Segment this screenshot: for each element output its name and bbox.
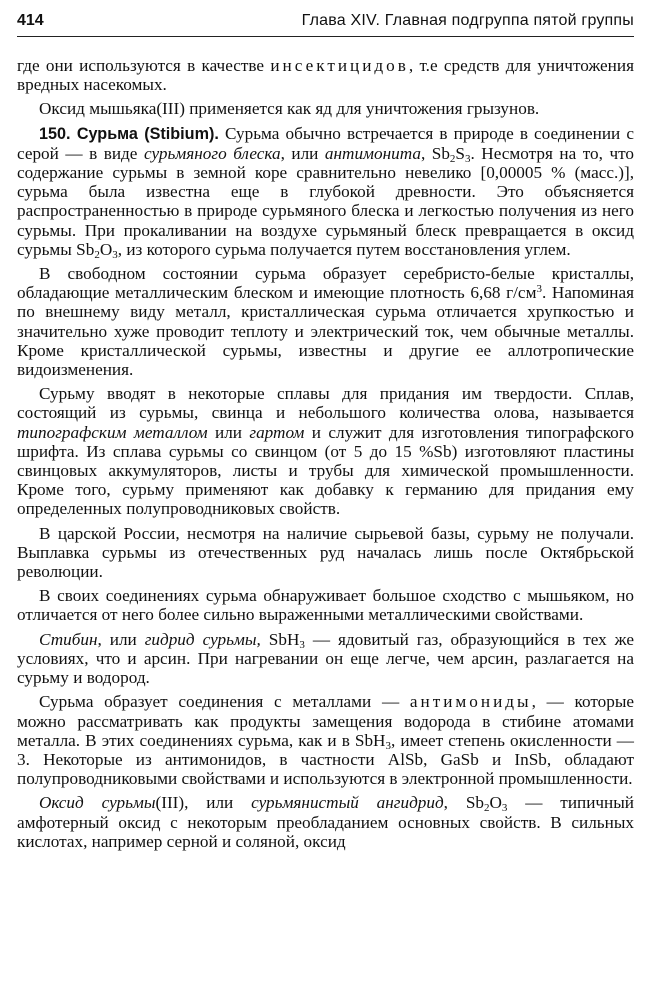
paragraph-alloys	[17, 384, 634, 518]
text-run: O	[99, 239, 113, 259]
subscript: 3	[464, 152, 471, 165]
paragraph-antimonides	[17, 692, 634, 788]
text-run: Сурьму вводят в некоторые сплавы для придания им твердости. Сплав, состоящий из сурьмы, свинца и небольшого количества олова, называется	[17, 384, 634, 423]
paragraph-insecticides	[17, 56, 634, 94]
italic-term: типографским металлом	[17, 422, 208, 442]
subscript: 2	[483, 802, 490, 815]
text-run: . Несмотря на то, что содержание сурьмы в земной коре сравнительно невелико [0,00005 % (масс.)], сурьма была известна еще в глубокой древности. Это объясняется распространенностью в природе сурьмяного блеска и легкостью получения из него сурьмы. При прокаливании на воздухе сурьмяный блеск превращается в оксид сурьмы Sb	[17, 143, 634, 259]
text-run: и служит для изготовления типографского шрифта. Из сплава сурьмы со свинцом (от 5 до 15 %Sb) изготовляют пластины свинцовых аккумуляторов, листы и трубы для химической промышленности. Кроме того, сурьму применяют как добавку к германию для придания ему определенных полупроводниковых свойств.	[17, 422, 634, 519]
paragraph-compounds	[17, 586, 634, 624]
text-run: , — которые можно рассматривать как продукты замещения водорода в стибине атомами металла. В этих соединениях сурьма, как и в SbH	[17, 692, 635, 750]
paragraph-antimony-intro	[17, 124, 634, 259]
italic-term: гидрид сурьмы,	[144, 629, 261, 649]
subscript: 3	[299, 638, 305, 651]
text-run: — ядовитый газ, образующийся в тех же условиях, что и арсин. При нагревании он еще легче, чем арсин, разлагается на сурьму и водород.	[17, 629, 634, 688]
text-run: , Sb	[443, 793, 484, 813]
text-run: где они используются в качестве	[17, 56, 271, 75]
text-run: , или	[280, 143, 325, 163]
text-run: , или	[97, 629, 145, 649]
paragraph-antimony-oxide	[17, 793, 634, 851]
spaced-term: антимониды	[409, 692, 532, 712]
italic-term: сурьмяного блеска	[143, 143, 281, 163]
subscript: 2	[449, 152, 456, 165]
text-run: . Напоминая по внешнему виду металл, кристаллическая сурьма отличается хрупкостью и значительно хуже проводит теплоту и электрический ток, чем обычные металлы. Кроме кристаллической сурьмы, известны и другие ее аллотропические видоизменения.	[17, 283, 635, 380]
paragraph-free-state	[17, 264, 634, 379]
text-run: S	[455, 143, 465, 163]
text-run: SbH	[260, 629, 300, 649]
body-text	[17, 56, 634, 856]
paragraph-arsenic-oxide	[17, 99, 634, 118]
subscript: 3	[385, 739, 391, 752]
section-heading: 150. Сурьма (Stibium).	[39, 124, 219, 143]
subscript: 3	[112, 248, 118, 261]
text-run: , Sb	[420, 143, 450, 163]
superscript: 3	[536, 283, 542, 296]
text-run: , т.е средств для уничтожения вредных насекомых.	[17, 56, 634, 95]
spaced-term: инсектицидов	[270, 56, 409, 75]
italic-term: антимонита	[324, 143, 421, 163]
text-run: В царской России, несмотря на наличие сырьевой базы, сурьму не получали. Выплавка сурьмы из отечественных руд началась лишь после Октябрьской революции.	[17, 523, 634, 582]
text-run: В своих соединениях сурьма обнаруживает большое сходство с мышьяком, но отличается от него более сильно выраженными металлическими свойствами.	[17, 586, 634, 625]
text-run: , имеет степень окисленности —3. Некоторые из антимонидов, в частности AlSb, GaSb и InSb, обладают полупроводниковыми свойствами и используются в электронной промышленности.	[17, 730, 634, 789]
text-run: В свободном состоянии сурьма образует серебристо-белые кристаллы, обладающие металлическим блеском и имеющие плотность 6,68 г/см	[17, 264, 634, 303]
italic-term: сурьмянистый ангидрид	[251, 793, 444, 813]
subscript: 3	[501, 802, 508, 815]
running-head: Глава XIV. Главная подгруппа пятой группы	[301, 12, 634, 29]
italic-term: Стибин	[39, 629, 98, 649]
paragraph-russia	[17, 524, 634, 582]
italic-term: гартом	[249, 422, 305, 442]
text-run: — типичный амфотерный оксид с некоторым преобладанием основных свойств. В сильных кислотах, например серной и соляной, оксид	[17, 793, 635, 851]
page-number: 414	[17, 12, 44, 29]
subscript: 2	[94, 248, 100, 261]
text-run: Сурьма обычно встречается в природе в соединении с серой — в виде	[17, 123, 634, 163]
paragraph-stibine	[17, 630, 634, 688]
text-run: Сурьма образует соединения с металлами —	[39, 692, 410, 712]
page-header	[17, 8, 634, 37]
text-run: или	[207, 422, 250, 442]
text-run: , из которого сурьма получается путем восстановления углем.	[117, 239, 571, 259]
italic-term: Оксид сурьмы	[39, 793, 156, 813]
text-run: (III), или	[155, 793, 252, 813]
text-run: O	[489, 793, 502, 813]
text-run: Оксид мышьяка(III) применяется как яд для уничтожения грызунов.	[39, 99, 540, 119]
